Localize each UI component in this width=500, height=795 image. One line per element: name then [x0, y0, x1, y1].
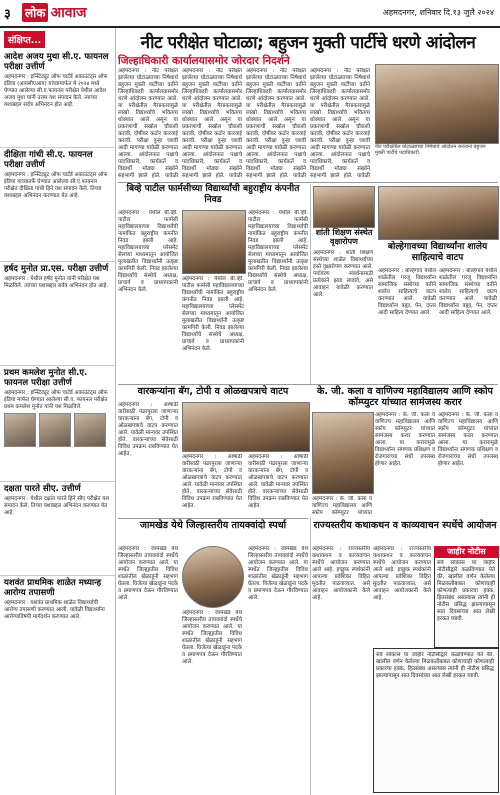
- brief-story: [0, 366, 115, 482]
- notice-body: सर्व लोकांस या जाहीर नोटीसीद्वारे कळविण्यात येते की, खालील वर्णन केलेल्या मिळकतीबाबत कोणाचाही कोणत्याही प्रकारचा हक्क, हितसंबंध असल्यास त्यांनी ही नोटीस प्रसिद्ध झाल्यापासून सात दिवसांच्या आत लेखी हरकत घ्यावी.: [437, 560, 495, 622]
- divider: [310, 184, 311, 384]
- page-number: ३: [4, 7, 11, 22]
- jamkhed-story-body: अहमदनगर : जामखेड येथे जिल्हास्तरीय तायक्वांदो स्पर्धेचे आयोजन करण्यात आले. या स्पर्धेत जिल्ह्यातील विविध शाळांतील खेळाडूंनी सहभाग घेतला. विजेत्या खेळाडूंना पदके व प्रमाणपत्र देऊन गौरविण्यात आले.: [118, 546, 178, 601]
- main-subheadline: जिल्हाधिकारी कार्यालयासमोर जोरदार निदर्शने: [118, 55, 290, 67]
- brief-title: आदेश अजय मुथा सी.ए. फायनल परीक्षा उत्तीर्ण: [4, 52, 109, 72]
- waarkari-story-body: अहमदनगर : आषाढी वारीसाठी पंढरपूरला जाणाऱ्या वारकऱ्यांना बॅग, टोपी व ओळखपत्राचे वाटप करण्यात आले. यावेळी मान्यवर उपस्थित होते. वारकऱ्यांच्या सेवेसाठी विविध उपक्रम राबविण्यात येत आहेत.: [182, 454, 242, 509]
- lead-photo-caption: नीट परीक्षेतील घोटाळ्याच्या निषेधार्थ आंदोलन करताना बहुजन मुक्ती पार्टीचे पदाधिकारी.: [375, 144, 486, 156]
- issue-date: अहमदनगर, शनिवार दि.१३ जुलै २०२४: [382, 8, 494, 17]
- shanti-event-photo: [313, 186, 375, 228]
- brief-story: [0, 482, 115, 576]
- kg-college-story-body: अहमदनगर : के. जी. कला व वाणिज्य महाविद्यालय आणि स्कोप कॉम्प्युटर यांच्यात सामंजस्य करार करण्यात आला. या करारामुळे विद्यार्थ्यांना संगणक प्रशिक्षण व रोजगाराच्या संधी उपलब्ध होणार आहेत.: [375, 412, 435, 467]
- brief-story: [0, 50, 115, 148]
- brief-title: हर्षद मुनोत प्रा.एस. परीक्षा उत्तीर्ण: [4, 264, 109, 274]
- divider: [310, 518, 311, 795]
- rajyastariya-story-body: अहमदनगर : राज्यस्तरीय कथाकथन व काव्यवाचन स्पर्धेचे आयोजन करण्यात आले आहे. इच्छुक स्पर्धकांनी आपल्या प्रवेशिका विहित मुदतीत पाठवाव्यात, असे आवाहन आयोजकांनी केले आहे.: [312, 546, 370, 601]
- brief-body: अहमदनगर : इन्स्टिट्यूट ऑफ चार्टर्ड अकाउंटंट्स ऑफ इंडिया यांच्यातर्फे घेण्यात आलेल्या सी.ए.फायनल परीक्षेत दीक्षिता गांधी हिने यश संपादन केले. तिच्या यशाबद्दल अभिनंदन करण्यात येत आहे.: [4, 172, 108, 199]
- brief-title: दक्षता पारते सीए. उत्तीर्ण: [4, 484, 81, 494]
- pharmacy-students-photo: [182, 210, 246, 274]
- brief-body: अहमदनगर : येथील दक्षता पारते हिने सीए परीक्षेत यश संपादन केले. तिच्या यशाबद्दल अभिनंदन करण्यात येत आहे.: [4, 496, 110, 516]
- notice-body: सर्व लोकांस या जाहीर नोटीसीद्वारे कळविण्यात येते की, खालील वर्णन केलेल्या मिळकतीबाबत कोणाचाही कोणत्याही प्रकारचा हक्क, हितसंबंध असल्यास त्यांनी ही नोटीस प्रसिद्ध झाल्यापासून सात दिवसांच्या आत लेखी हरकत घ्यावी.: [376, 652, 494, 679]
- brief-body: अहमदनगर : येथील हर्षद मुनोत यांनी परीक्षेत यश मिळविले. त्यांच्या यशाबद्दल सर्वत्र अभिनंदन होत आहे.: [4, 276, 109, 289]
- lead-story-body: अहमदनगर : नीट परीक्षेत झालेल्या घोटाळ्याच्या निषेधार्थ बहुजन मुक्ती पार्टीच्या वतीने जिल्हाधिकारी कार्यालयासमोर धरणे आंदोलन करण्यात आले. या परीक्षेतील गैरप्रकारामुळे लाखो विद्यार्थ्यांचे भवितव्य धोक्यात आले असून या प्रकरणाची सखोल चौकशी करावी, दोषींवर कठोर कारवाई करावी, परीक्षा पुन्हा घ्यावी आदी मागण्या यावेळी करण्यात आल्या. आंदोलनात पक्षाचे पदाधिकारी, कार्यकर्ते व विद्यार्थी मोठ्या संख्येने सहभागी झाले होते. यावेळी: [246, 68, 306, 178]
- pharmacy-story-body: अहमदनगर : येथील बी.व्ही. पाटील फार्मसी महाविद्यालयाच्या विद्यार्थ्यांची नामांकित बहुराष्ट्रीय कंपनीत निवड झाली आहे. महाविद्यालयाच्या प्लेसमेंट सेलच्या माध्यमातून आयोजित मुलाखतीत विद्यार्थ्यांनी उत्कृष्ट कामगिरी केली. निवड झालेल्या विद्यार्थ्यांचे संस्थेचे अध्यक्ष, प्राचार्य व प्राध्यापकांनी अभिनंदन केले.: [182, 276, 244, 352]
- jamkhed-story-body: अहमदनगर : जामखेड येथे जिल्हास्तरीय तायक्वांदो स्पर्धेचे आयोजन करण्यात आले. या स्पर्धेत जिल्ह्यातील विविध शाळांतील खेळाडूंनी सहभाग घेतला. विजेत्या खेळाडूंना पदके व प्रमाणपत्र देऊन गौरविण्यात आले.: [182, 610, 242, 665]
- logo-part-2: आवाज: [50, 4, 87, 21]
- masthead: [0, 0, 500, 28]
- person-photo: [39, 413, 71, 447]
- person-photo: [4, 413, 36, 447]
- bolhegaon-story-title: बोल्हेगावच्या विद्यार्थ्यांना शालेय साहित्याचे वाटप: [387, 242, 488, 263]
- left-column-briefs: [0, 28, 116, 795]
- pharmacy-story-body: अहमदनगर : येथील बी.व्ही. पाटील फार्मसी महाविद्यालयाच्या विद्यार्थ्यांची नामांकित बहुराष्ट्रीय कंपनीत निवड झाली आहे. महाविद्यालयाच्या प्लेसमेंट सेलच्या माध्यमातून आयोजित मुलाखतीत विद्यार्थ्यांनी उत्कृष्ट कामगिरी केली. निवड झालेल्या विद्यार्थ्यांचे संस्थेचे अध्यक्ष, प्राचार्य व प्राध्यापकांनी अभिनंदन केले.: [118, 210, 178, 293]
- rajyastariya-story-body: अहमदनगर : राज्यस्तरीय कथाकथन व काव्यवाचन स्पर्धेचे आयोजन करण्यात आले आहे. इच्छुक स्पर्धकांनी आपल्या प्रवेशिका विहित मुदतीत पाठवाव्यात, असे आवाहन आयोजकांनी केले आहे.: [373, 546, 431, 601]
- brief-photos: [4, 413, 111, 447]
- newspaper-logo: [22, 2, 87, 22]
- pharmacy-story-body: अहमदनगर : येथील बी.व्ही. पाटील फार्मसी महाविद्यालयाच्या विद्यार्थ्यांची नामांकित बहुराष्ट्रीय कंपनीत निवड झाली आहे. महाविद्यालयाच्या प्लेसमेंट सेलच्या माध्यमातून आयोजित मुलाखतीत विद्यार्थ्यांनी उत्कृष्ट कामगिरी केली. निवड झालेल्या विद्यार्थ्यांचे संस्थेचे अध्यक्ष, प्राचार्य व प्राध्यापकांनी अभिनंदन केले.: [248, 210, 308, 293]
- shanti-story-title: शांती शिक्षण संस्थेत वृक्षारोपण: [315, 228, 373, 246]
- person-photo: [74, 413, 106, 447]
- brief-story: [0, 576, 115, 781]
- brief-story: [0, 262, 115, 366]
- waarkari-story-body: अहमदनगर : आषाढी वारीसाठी पंढरपूरला जाणाऱ्या वारकऱ्यांना बॅग, टोपी व ओळखपत्राचे वाटप करण्यात आले. यावेळी मान्यवर उपस्थित होते. वारकऱ्यांच्या सेवेसाठी विविध उपक्रम राबविण्यात येत आहेत.: [248, 454, 308, 509]
- brief-story: [0, 148, 115, 262]
- lead-story-body: अहमदनगर : नीट परीक्षेत झालेल्या घोटाळ्याच्या निषेधार्थ बहुजन मुक्ती पार्टीच्या वतीने जिल्हाधिकारी कार्यालयासमोर धरणे आंदोलन करण्यात आले. या परीक्षेतील गैरप्रकारामुळे लाखो विद्यार्थ्यांचे भवितव्य धोक्यात आले असून या प्रकरणाची सखोल चौकशी करावी, दोषींवर कठोर कारवाई करावी, परीक्षा पुन्हा घ्यावी आदी मागण्या यावेळी करण्यात आल्या. आंदोलनात पक्षाचे पदाधिकारी, कार्यकर्ते व विद्यार्थी मोठ्या संख्येने सहभागी झाले होते. यावेळी: [182, 68, 242, 178]
- divider: [118, 182, 498, 183]
- kg-college-story-body: अहमदनगर : के. जी. कला व वाणिज्य महाविद्यालय आणि स्कोप कॉम्प्युटर यांच्यात: [312, 496, 372, 516]
- waarkari-story-title: वारकऱ्यांना बॅग, टोपी व ओळखपत्राचे वाटप: [137, 386, 289, 397]
- lead-story-body: अहमदनगर : नीट परीक्षेत झालेल्या घोटाळ्याच्या निषेधार्थ बहुजन मुक्ती पार्टीच्या वतीने जिल्हाधिकारी कार्यालयासमोर धरणे आंदोलन करण्यात आले. या परीक्षेतील गैरप्रकारामुळे लाखो विद्यार्थ्यांचे भवितव्य धोक्यात आले असून या प्रकरणाची सखोल चौकशी करावी, दोषींवर कठोर कारवाई करावी, परीक्षा पुन्हा घ्यावी आदी मागण्या यावेळी करण्यात आल्या. आंदोलनात पक्षाचे पदाधिकारी, कार्यकर्ते व विद्यार्थी मोठ्या संख्येने सहभागी झाले होते. यावेळी: [310, 68, 370, 178]
- kg-college-photo: [312, 412, 374, 494]
- lead-story-body: अहमदनगर : नीट परीक्षेत झालेल्या घोटाळ्याच्या निषेधार्थ बहुजन मुक्ती पार्टीच्या वतीने जिल्हाधिकारी कार्यालयासमोर धरणे आंदोलन करण्यात आले. या परीक्षेतील गैरप्रकारामुळे लाखो विद्यार्थ्यांचे भवितव्य धोक्यात आले असून या प्रकरणाची सखोल चौकशी करावी, दोषींवर कठोर कारवाई करावी, परीक्षा पुन्हा घ्यावी आदी मागण्या यावेळी करण्यात आल्या. आंदोलनात पक्षाचे पदाधिकारी, कार्यकर्ते व विद्यार्थी मोठ्या संख्येने सहभागी झाले होते. यावेळी: [118, 68, 178, 178]
- notice-title: जाहीर नोटीस: [434, 546, 499, 558]
- kg-college-story-title: के. जी. कला व वाणिज्य महाविद्यालय आणि स्कोप कॉम्प्युटर यांच्यात सामंजस्य करार: [317, 386, 493, 408]
- jamkhed-story-body: अहमदनगर : जामखेड येथे जिल्हास्तरीय तायक्वांदो स्पर्धेचे आयोजन करण्यात आले. या स्पर्धेत जिल्ह्यातील विविध शाळांतील खेळाडूंनी सहभाग घेतला. विजेत्या खेळाडूंना पदके व प्रमाणपत्र देऊन गौरविण्यात आले.: [248, 546, 308, 601]
- divider: [118, 384, 498, 385]
- logo-part-1: लोक: [22, 3, 48, 22]
- rajyastariya-story-title: राज्यस्तरीय कथाकथन व काव्यवाचन स्पर्धेचे आयोजन: [313, 520, 497, 531]
- bolhegaon-story-body: अहमदनगर : बोल्हेगाव येथील शाळेतील गरजू विद्यार्थ्यांना सामाजिक संस्थेच्या वतीने शालेय साहित्याचे वाटप करण्यात आले. यावेळी विद्यार्थ्यांना वह्या, पेन, दप्तर आदी साहित्य देण्यात आले.: [378, 268, 436, 316]
- lead-story-photo: [375, 64, 499, 144]
- brief-body: अहमदनगर : इन्स्टिट्यूट ऑफ चार्टर्ड अकाउंटंट्स ऑफ इंडिया (आयसीएआय) यांच्यामार्फत मे २०२४ मध्ये घेण्यात आलेल्या सी.ए.फायनल परीक्षेत येथील आदेश अजय मुथा यांनी उत्तम यश संपादन केले. त्याच्या यशाबद्दल सर्वत्र अभिनंदन होत आहे.: [4, 74, 108, 108]
- brief-title: प्रथम कमलेश मुनोत सी.ए. फायनल परीक्षा उत्तीर्ण: [4, 368, 88, 388]
- waarkari-photo: [182, 402, 310, 452]
- kg-college-story-body: अहमदनगर : के. जी. कला व वाणिज्य महाविद्यालय आणि स्कोप कॉम्प्युटर यांच्यात सामंजस्य करार करण्यात आला. या करारामुळे विद्यार्थ्यांना संगणक प्रशिक्षण व रोजगाराच्या संधी उपलब्ध होणार आहेत.: [438, 412, 498, 467]
- brief-body: अहमदनगर : यशवंत प्राथमिक शाळेत विद्यार्थ्यांची आरोग्य तपासणी करण्यात आली. यावेळी विद्यार्थ्यांना आरोग्याविषयी मार्गदर्शन करण्यात आले.: [4, 600, 105, 620]
- section-label: संक्षिप्त...: [4, 31, 45, 48]
- bolhegaon-story-body: अहमदनगर : बोल्हेगाव येथील शाळेतील गरजू विद्यार्थ्यांना सामाजिक संस्थेच्या वतीने शालेय साहित्याचे वाटप करण्यात आले. यावेळी विद्यार्थ्यांना वह्या, पेन, दप्तर आदी साहित्य देण्यात आले.: [439, 268, 497, 316]
- waarkari-story-body: अहमदनगर : आषाढी वारीसाठी पंढरपूरला जाणाऱ्या वारकऱ्यांना बॅग, टोपी व ओळखपत्राचे वाटप करण्यात आले. यावेळी मान्यवर उपस्थित होते. वारकऱ्यांच्या सेवेसाठी विविध उपक्रम राबविण्यात येत आहेत.: [118, 402, 178, 457]
- jamkhed-story-title: जामखेड येथे जिल्हास्तरीय तायक्वांदो स्पर्धा: [139, 520, 287, 531]
- school-group-photo: [378, 186, 499, 240]
- divider: [118, 518, 308, 519]
- shanti-story-body: अहमदनगर : शांती शिक्षण संस्थेच्या शाळेत विद्यार्थ्यांच्या हस्ते वृक्षारोपण करण्यात आले. पर्यावरण संवर्धनासाठी प्रत्येकाने झाड लावावे, असे आवाहन यावेळी करण्यात आले.: [313, 250, 373, 298]
- taekwondo-photo: [182, 546, 244, 608]
- brief-title: दीक्षिता गांधी सी.ए. फायनल परीक्षा उत्तीर्ण: [4, 150, 93, 170]
- brief-body: अहमदनगर : इन्स्टिट्यूट ऑफ चार्टर्ड अकाउंटंट्स ऑफ इंडिया मार्फत घेण्यात आलेल्या सी.ए. फायनल परीक्षेत प्रथम कमलेश मुनोत यांनी यश मिळविले.: [4, 390, 108, 410]
- brief-title: यशवंत प्राथमिक शाळेत मध्यान्ह आरोग्य तपासणी: [4, 578, 102, 598]
- pharmacy-story-title: बिव्हे पाटील फार्मसीच्या विद्यार्थ्यांची बहुराष्ट्रीय कंपनीत निवड: [126, 184, 300, 205]
- main-headline: नीट परीक्षेत घोटाळा; बहुजन मुक्ती पार्टीचे धरणे आंदोलन: [140, 33, 476, 53]
